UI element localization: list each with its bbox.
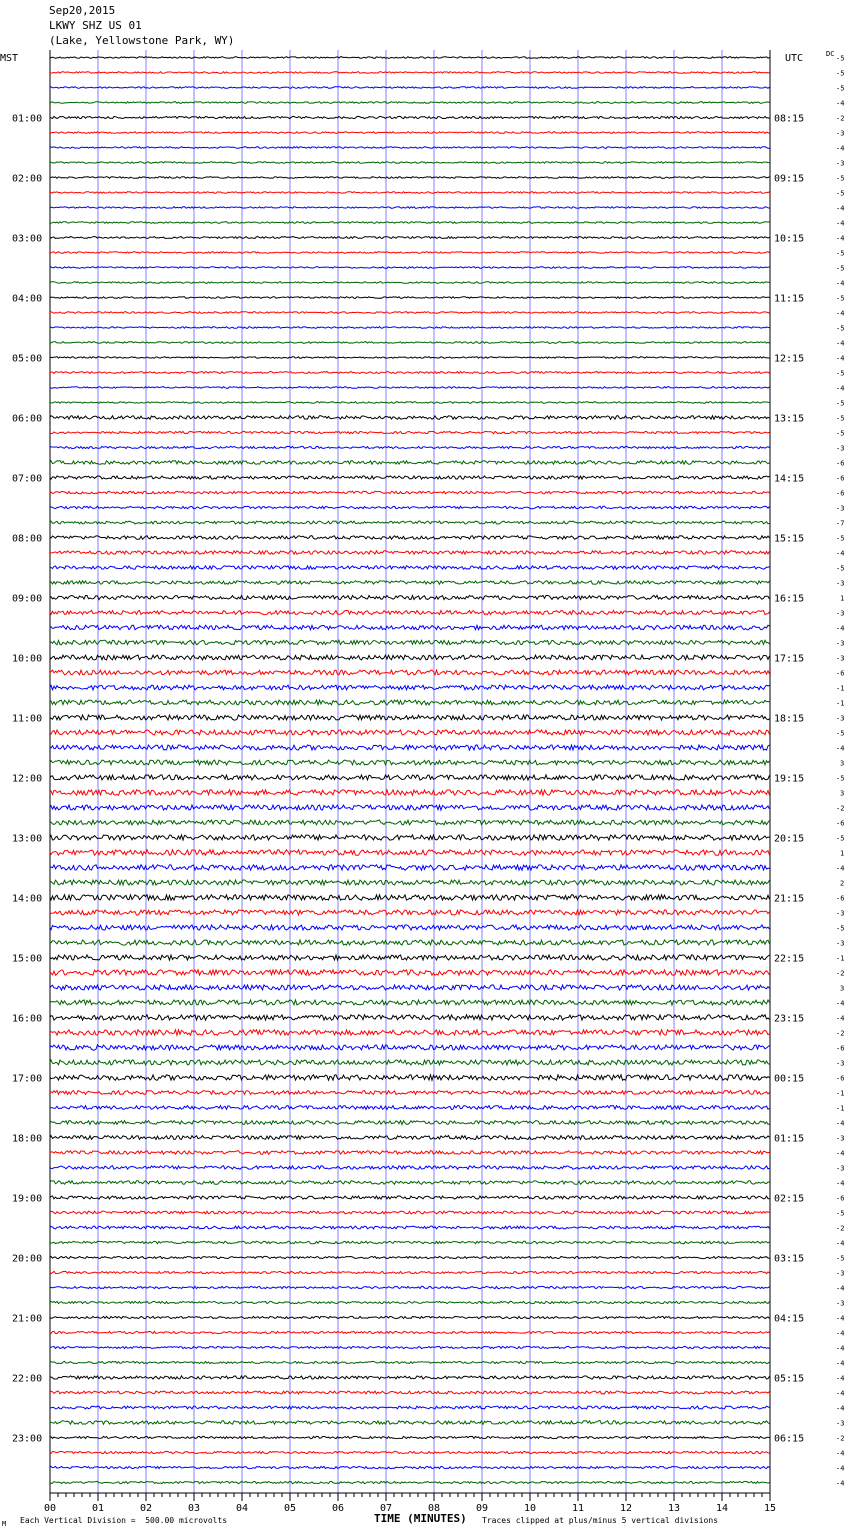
dc-offset-value: -6 xyxy=(836,669,845,678)
mst-hour-label: 03:00 xyxy=(12,233,43,245)
dc-offset-value: -4 xyxy=(836,354,845,363)
trace-81 xyxy=(50,1256,770,1258)
dc-offset-value: -2 xyxy=(836,1224,845,1233)
dc-offset-value: -5 xyxy=(836,729,845,738)
trace-29 xyxy=(50,476,770,479)
dc-offset-value: -4 xyxy=(836,549,845,558)
time-tick-label: 04 xyxy=(235,1503,249,1514)
mst-axis-title: MST xyxy=(0,53,19,64)
dc-offset-value: -5 xyxy=(836,399,845,408)
mst-hour-label: 07:00 xyxy=(12,473,43,485)
dc-offset-value: -5 xyxy=(836,249,845,258)
trace-55 xyxy=(50,865,770,870)
dc-offset-value: -4 xyxy=(836,744,845,753)
dc-offset-value: -4 xyxy=(836,1314,845,1323)
trace-33 xyxy=(50,536,770,540)
dc-offset-value: -5 xyxy=(836,294,845,303)
dc-offset-value: 2 xyxy=(840,879,845,888)
utc-hour-label: 08:15 xyxy=(774,113,805,125)
scale-note: Each Vertical Division = 500.00 microvolts xyxy=(20,1516,228,1525)
trace-79 xyxy=(50,1226,770,1229)
dc-offset-value: -4 xyxy=(836,1329,845,1338)
utc-hour-label: 01:15 xyxy=(774,1133,805,1145)
dc-offset-value: -3 xyxy=(836,1419,845,1428)
dc-offset-value: -3 xyxy=(836,609,845,618)
dc-offset-value: -5 xyxy=(836,1254,845,1263)
trace-2 xyxy=(50,72,770,74)
dc-offset-value: -4 xyxy=(836,309,845,318)
dc-offset-value: -3 xyxy=(836,1059,845,1068)
mst-hour-label: 02:00 xyxy=(12,173,43,185)
dc-offset-value: -5 xyxy=(836,414,845,423)
mst-hour-label: 18:00 xyxy=(12,1133,43,1145)
utc-hour-label: 10:15 xyxy=(774,233,805,245)
trace-95 xyxy=(50,1466,770,1468)
dc-offset-value: -5 xyxy=(836,324,845,333)
trace-53 xyxy=(50,835,770,840)
trace-69 xyxy=(50,1075,770,1080)
trace-19 xyxy=(50,327,770,329)
utc-hour-label: 12:15 xyxy=(774,353,805,365)
time-tick-label: 02 xyxy=(139,1503,153,1514)
dc-offset-value: -3 xyxy=(836,444,845,453)
trace-23 xyxy=(50,387,770,389)
trace-58 xyxy=(50,910,770,915)
trace-31 xyxy=(50,506,770,509)
trace-4 xyxy=(50,102,770,104)
trace-91 xyxy=(50,1406,770,1409)
trace-30 xyxy=(50,491,770,494)
trace-21 xyxy=(50,357,770,359)
mst-hour-label: 06:00 xyxy=(12,413,43,425)
trace-96 xyxy=(50,1481,770,1483)
dc-offset-value: -4 xyxy=(836,1344,845,1353)
dc-offset-value: -3 xyxy=(836,1269,845,1278)
dc-offset-value: -1 xyxy=(836,684,845,693)
dc-offset-value: -2 xyxy=(836,1029,845,1038)
dc-offset-value: -4 xyxy=(836,279,845,288)
trace-12 xyxy=(50,222,770,224)
dc-offset-value: -4 xyxy=(836,1149,845,1158)
trace-45 xyxy=(50,715,770,720)
dc-offset-value: -3 xyxy=(836,909,845,918)
trace-40 xyxy=(50,640,770,644)
dc-offset-value: -4 xyxy=(836,1119,845,1128)
time-tick-label: 11 xyxy=(571,1503,585,1514)
dc-offset-value: -5 xyxy=(836,369,845,378)
utc-hour-label: 23:15 xyxy=(774,1013,805,1025)
trace-35 xyxy=(50,566,770,569)
dc-offset-value: -5 xyxy=(836,564,845,573)
trace-90 xyxy=(50,1391,770,1394)
trace-57 xyxy=(50,895,770,900)
dc-offset-value: 1 xyxy=(840,849,845,858)
trace-82 xyxy=(50,1271,770,1273)
utc-hour-label: 19:15 xyxy=(774,773,805,785)
trace-52 xyxy=(50,820,770,825)
trace-86 xyxy=(50,1331,770,1333)
time-tick-label: 01 xyxy=(91,1503,105,1514)
dc-offset-value: -4 xyxy=(836,1359,845,1368)
header-location: (Lake, Yellowstone Park, WY) xyxy=(49,34,235,47)
trace-76 xyxy=(50,1181,770,1185)
trace-60 xyxy=(50,940,770,945)
dc-offset-value: -4 xyxy=(836,1374,845,1383)
time-tick-label: 14 xyxy=(715,1503,729,1514)
mst-hour-label: 05:00 xyxy=(12,353,43,365)
mst-hour-label: 11:00 xyxy=(12,713,43,725)
trace-68 xyxy=(50,1060,770,1065)
header-station: LKWY SHZ US 01 xyxy=(49,19,142,32)
trace-26 xyxy=(50,431,770,433)
time-tick-label: 13 xyxy=(667,1503,681,1514)
dc-offset-value: -2 xyxy=(836,114,845,123)
trace-54 xyxy=(50,850,770,855)
dc-offset-value: -4 xyxy=(836,234,845,243)
mst-hour-label: 22:00 xyxy=(12,1373,43,1385)
dc-offset-value: -4 xyxy=(836,99,845,108)
mst-hour-label: 17:00 xyxy=(12,1073,43,1085)
time-tick-label: 05 xyxy=(283,1503,297,1514)
utc-hour-label: 03:15 xyxy=(774,1253,805,1265)
trace-65 xyxy=(50,1015,770,1020)
dc-offset-value: -4 xyxy=(836,144,845,153)
trace-66 xyxy=(50,1030,770,1035)
trace-51 xyxy=(50,805,770,810)
dc-offset-value: -5 xyxy=(836,189,845,198)
trace-83 xyxy=(50,1286,770,1288)
dc-offset-column xyxy=(836,55,844,1488)
utc-hour-label: 06:15 xyxy=(774,1433,805,1445)
trace-59 xyxy=(50,925,770,930)
utc-hour-label: 02:15 xyxy=(774,1193,805,1205)
trace-32 xyxy=(50,521,770,524)
dc-offset-value: -3 xyxy=(836,714,845,723)
clip-note: Traces clipped at plus/minus 5 vertical divisions xyxy=(482,1516,719,1525)
mst-hour-label: 15:00 xyxy=(12,953,43,965)
dc-offset-value: -5 xyxy=(836,69,845,78)
trace-5 xyxy=(50,116,770,118)
dc-column-header: DC xyxy=(826,50,835,58)
mst-hour-label: 19:00 xyxy=(12,1193,43,1205)
trace-41 xyxy=(50,655,770,660)
trace-9 xyxy=(50,177,770,179)
dc-offset-value: -6 xyxy=(836,1044,845,1053)
dc-offset-value: -7 xyxy=(836,519,845,528)
dc-offset-value: -4 xyxy=(836,384,845,393)
dc-offset-value: -2 xyxy=(836,804,845,813)
dc-offset-value: 3 xyxy=(840,984,845,993)
utc-hour-label: 13:15 xyxy=(774,413,805,425)
trace-72 xyxy=(50,1121,770,1125)
dc-offset-value: -1 xyxy=(836,1089,845,1098)
mst-hour-label: 20:00 xyxy=(12,1253,43,1265)
trace-6 xyxy=(50,132,770,134)
mst-hour-label: 12:00 xyxy=(12,773,43,785)
dc-offset-value: -4 xyxy=(836,1449,845,1458)
trace-7 xyxy=(50,147,770,149)
mst-hour-label: 16:00 xyxy=(12,1013,43,1025)
trace-92 xyxy=(50,1421,770,1425)
dc-offset-value: -4 xyxy=(836,1479,845,1488)
trace-84 xyxy=(50,1301,770,1303)
dc-offset-value: -3 xyxy=(836,129,845,138)
trace-14 xyxy=(50,252,770,254)
utc-hour-label: 09:15 xyxy=(774,173,805,185)
utc-hour-label: 17:15 xyxy=(774,653,805,665)
trace-20 xyxy=(50,342,770,344)
trace-62 xyxy=(50,970,770,975)
dc-offset-value: -5 xyxy=(836,1209,845,1218)
dc-offset-value: -3 xyxy=(836,1134,845,1143)
dc-offset-value: -4 xyxy=(836,624,845,633)
dc-offset-value: -5 xyxy=(836,534,845,543)
trace-8 xyxy=(50,162,770,164)
dc-offset-value: -3 xyxy=(836,1299,845,1308)
trace-22 xyxy=(50,372,770,374)
trace-28 xyxy=(50,461,770,465)
time-tick-label: 12 xyxy=(619,1503,633,1514)
dc-offset-value: -4 xyxy=(836,1284,845,1293)
dc-offset-value: -4 xyxy=(836,1389,845,1398)
trace-89 xyxy=(50,1376,770,1379)
trace-42 xyxy=(50,670,770,675)
utc-hour-label: 11:15 xyxy=(774,293,805,305)
x-axis-label: TIME (MINUTES) xyxy=(374,1512,467,1525)
dc-offset-value: -5 xyxy=(836,834,845,843)
mst-hour-label: 14:00 xyxy=(12,893,43,905)
time-tick-label: 08 xyxy=(427,1503,441,1514)
mst-hour-label: 23:00 xyxy=(12,1433,43,1445)
trace-10 xyxy=(50,192,770,194)
trace-18 xyxy=(50,312,770,314)
dc-offset-value: -3 xyxy=(836,579,845,588)
dc-offset-value: -5 xyxy=(836,84,845,93)
time-tick-label: 00 xyxy=(43,1503,57,1514)
dc-offset-value: -6 xyxy=(836,819,845,828)
trace-34 xyxy=(50,551,770,555)
dc-offset-value: -1 xyxy=(836,1104,845,1113)
trace-36 xyxy=(50,581,770,585)
trace-11 xyxy=(50,207,770,209)
utc-hour-label: 20:15 xyxy=(774,833,805,845)
dc-offset-value: -4 xyxy=(836,1464,845,1473)
trace-47 xyxy=(50,745,770,750)
trace-39 xyxy=(50,625,770,629)
dc-offset-value: -3 xyxy=(836,504,845,513)
time-tick-label: 07 xyxy=(379,1503,393,1514)
mst-hour-label: 21:00 xyxy=(12,1313,43,1325)
dc-offset-value: -5 xyxy=(836,54,845,63)
dc-offset-value: -3 xyxy=(836,939,845,948)
trace-50 xyxy=(50,790,770,795)
trace-77 xyxy=(50,1196,770,1199)
trace-80 xyxy=(50,1241,770,1244)
trace-17 xyxy=(50,297,770,299)
time-axis xyxy=(44,1493,776,1514)
utc-hour-label: 15:15 xyxy=(774,533,805,545)
dc-offset-value: -2 xyxy=(836,969,845,978)
trace-61 xyxy=(50,955,770,960)
trace-93 xyxy=(50,1436,770,1438)
header-date: Sep20,2015 xyxy=(49,4,116,17)
trace-70 xyxy=(50,1091,770,1095)
dc-offset-value: 1 xyxy=(840,594,845,603)
dc-offset-value: -5 xyxy=(836,924,845,933)
mst-hour-label: 08:00 xyxy=(12,533,43,545)
utc-axis-title: UTC xyxy=(785,53,804,64)
dc-offset-value: -5 xyxy=(836,774,845,783)
dc-offset-value: -6 xyxy=(836,459,845,468)
dc-offset-value: -5 xyxy=(836,429,845,438)
dc-offset-value: -2 xyxy=(836,1434,845,1443)
dc-offset-value: -6 xyxy=(836,1194,845,1203)
dc-offset-value: -4 xyxy=(836,219,845,228)
trace-43 xyxy=(50,685,770,690)
dc-offset-value: -6 xyxy=(836,1074,845,1083)
mst-hour-label: 13:00 xyxy=(12,833,43,845)
dc-offset-value: -3 xyxy=(836,654,845,663)
trace-15 xyxy=(50,267,770,269)
mst-hour-label: 01:00 xyxy=(12,113,43,125)
trace-37 xyxy=(50,595,770,599)
dc-offset-value: -1 xyxy=(836,954,845,963)
trace-63 xyxy=(50,985,770,990)
dc-offset-value: -4 xyxy=(836,1404,845,1413)
time-tick-label: 10 xyxy=(523,1503,537,1514)
utc-hour-label: 16:15 xyxy=(774,593,805,605)
dc-offset-value: -1 xyxy=(836,699,845,708)
mst-hour-label: 09:00 xyxy=(12,593,43,605)
dc-offset-value: -4 xyxy=(836,1014,845,1023)
mst-hour-label: 10:00 xyxy=(12,653,43,665)
dc-offset-value: -6 xyxy=(836,474,845,483)
utc-hour-label: 22:15 xyxy=(774,953,805,965)
trace-85 xyxy=(50,1316,770,1318)
dc-offset-value: -4 xyxy=(836,864,845,873)
trace-56 xyxy=(50,880,770,885)
time-tick-label: 03 xyxy=(187,1503,201,1514)
utc-hour-label: 04:15 xyxy=(774,1313,805,1325)
trace-94 xyxy=(50,1451,770,1453)
trace-27 xyxy=(50,446,770,448)
trace-16 xyxy=(50,282,770,284)
dc-offset-value: -4 xyxy=(836,204,845,213)
trace-67 xyxy=(50,1045,770,1050)
trace-74 xyxy=(50,1151,770,1155)
trace-38 xyxy=(50,610,770,614)
time-tick-label: 06 xyxy=(331,1503,345,1514)
trace-75 xyxy=(50,1166,770,1170)
dc-offset-value: -6 xyxy=(836,894,845,903)
seismic-traces xyxy=(50,57,770,1484)
corner-mark: M xyxy=(2,1520,7,1528)
trace-24 xyxy=(50,402,770,404)
dc-offset-value: -5 xyxy=(836,264,845,273)
dc-offset-value: -3 xyxy=(836,639,845,648)
trace-64 xyxy=(50,1000,770,1005)
trace-1 xyxy=(50,57,770,59)
trace-78 xyxy=(50,1211,770,1214)
trace-73 xyxy=(50,1136,770,1140)
dc-offset-value: -3 xyxy=(836,1164,845,1173)
trace-44 xyxy=(50,700,770,705)
trace-71 xyxy=(50,1106,770,1110)
utc-hour-label: 18:15 xyxy=(774,713,805,725)
dc-offset-value: 3 xyxy=(840,759,845,768)
dc-offset-value: -4 xyxy=(836,999,845,1008)
utc-hour-label: 05:15 xyxy=(774,1373,805,1385)
trace-48 xyxy=(50,760,770,765)
trace-87 xyxy=(50,1346,770,1348)
trace-49 xyxy=(50,775,770,780)
utc-hour-label: 21:15 xyxy=(774,893,805,905)
dc-offset-value: -3 xyxy=(836,159,845,168)
time-tick-label: 15 xyxy=(763,1503,777,1514)
dc-offset-value: -4 xyxy=(836,1179,845,1188)
trace-3 xyxy=(50,87,770,89)
trace-46 xyxy=(50,730,770,735)
dc-offset-value: 3 xyxy=(840,789,845,798)
dc-offset-value: -5 xyxy=(836,174,845,183)
trace-25 xyxy=(50,416,770,420)
dc-offset-value: -4 xyxy=(836,339,845,348)
utc-hour-label: 14:15 xyxy=(774,473,805,485)
mst-hour-label: 04:00 xyxy=(12,293,43,305)
dc-offset-value: -6 xyxy=(836,489,845,498)
time-tick-label: 09 xyxy=(475,1503,489,1514)
trace-13 xyxy=(50,237,770,239)
utc-hour-label: 00:15 xyxy=(774,1073,805,1085)
dc-offset-value: -4 xyxy=(836,1239,845,1248)
trace-88 xyxy=(50,1361,770,1363)
